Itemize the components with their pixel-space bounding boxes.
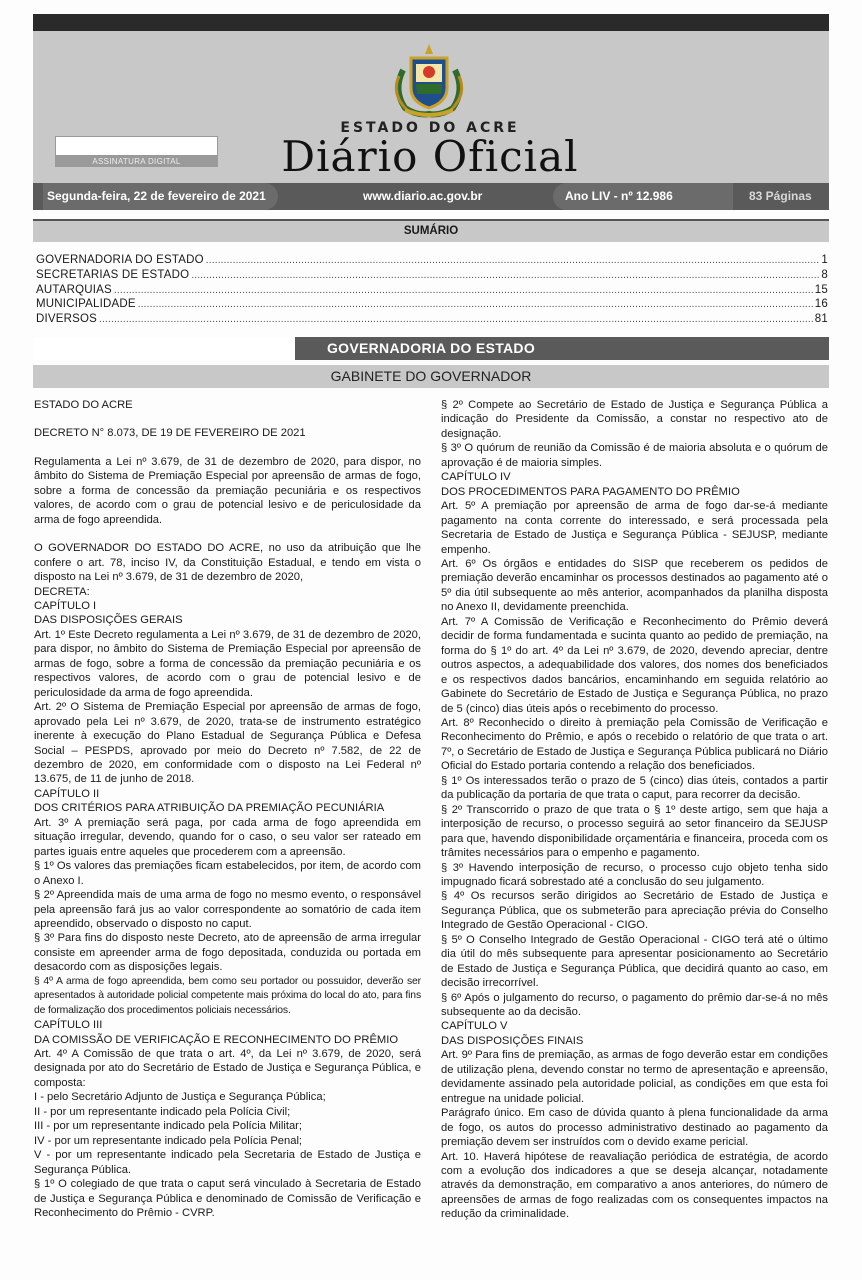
paragraph: Art. 9º Para fins de premiação, as armas de fogo deverão estar em condições de utilização plena, devendo constar no termo de apresentação e apreensão, devidamente assinado pela autoridade policial, as condições em que esta foi entregue na unidade policial.	[441, 1049, 828, 1105]
summary-item-label: DIVERSOS	[36, 313, 98, 326]
paragraph: III - por um representante indicado pela Polícia Militar;	[34, 1120, 303, 1133]
paragraph: V - por um representante indicado pela Secretaria de Estado de Justiça e Segurança Pública.	[34, 1149, 421, 1176]
paragraph: Art. 3º A premiação será paga, por cada arma de fogo apreendida em situação irregular, devendo, quando for o caso, o seu valor ser rateado em partes iguais entre aqueles que procederem com a apreensão.	[34, 816, 421, 858]
summary-item-label: GOVERNADORIA DO ESTADO	[36, 254, 204, 266]
summary-leader-dots	[191, 269, 819, 284]
paragraph: DAS DISPOSIÇÕES FINAIS	[441, 1034, 584, 1047]
paragraph: § 2º Apreendida mais de uma arma de fogo no mesmo evento, o responsável pela apreensão fará jus ao valor correspondente ao somatório de cada item apreendido, observado o disposto no caput.	[34, 889, 421, 930]
paragraph: § 2º Compete ao Secretário de Estado de Justiça e Segurança Pública a indicação do Presidente da Comissão, a constar no respectivo ato de designação.	[441, 399, 828, 440]
paragraph: I - pelo Secretário Adjunto de Justiça e Segurança Pública;	[34, 1091, 326, 1104]
summary-leader-dots	[206, 254, 820, 269]
paragraph-spacer	[34, 441, 421, 455]
section-heading	[33, 337, 829, 360]
paragraph: CAPÍTULO V	[441, 1020, 508, 1033]
state-coat-of-arms-icon	[383, 40, 475, 120]
paragraph: Art. 1º Este Decreto regulamenta a Lei nº 3.679, de 31 de dezembro de 2020, para dispor, no âmbito do Sistema de Premiação Especial por apreensão de armas de fogo, sobre a forma de concessão da premiação pecuniária e os respectivos valores, de acordo com o grau de potencial lesivo e de periculosidade da arma de fogo apreendida.	[34, 628, 421, 699]
paragraph-spacer	[34, 412, 421, 426]
summary-item[interactable]	[36, 312, 828, 327]
section-title: GOVERNADORIA DO ESTADO	[326, 340, 536, 356]
paragraph: § 1º Os valores das premiações ficam estabelecidos, por item, de acordo com o Anexo I.	[34, 860, 421, 887]
summary-item-label: AUTARQUIAS	[36, 283, 112, 296]
paragraph: Art. 10. Haverá hipótese de reavaliação periódica de estratégia, de acordo com a evolução dos indicadores a que se deseja alcançar, notadamente através da demonstração, em comparativo a anos anteriores, do número de apreensões de armas de fogo realizadas com os consequentes impactos na redução da criminalidade.	[441, 1150, 828, 1221]
paragraph: Parágrafo único. Em caso de dúvida quanto à plena funcionalidade da arma de fogo, os autos do processo administrativo destinado ao pagamento da premiação devem ser instruídos com o devido exame pericial.	[441, 1107, 828, 1149]
paragraph: § 1º O colegiado de que trata o caput será vinculado à Secretaria de Estado de Justiça e Segurança Pública e denominado de Comissão de Verificação e Reconhecimento do Prêmio - CVRP.	[34, 1178, 421, 1220]
paragraph: DECRETA:	[34, 585, 90, 598]
edition-number: Ano LIV - nº 12.986	[553, 183, 733, 210]
paragraph: DA COMISSÃO DE VERIFICAÇÃO E RECONHECIMENTO DO PRÊMIO	[34, 1033, 399, 1046]
state-name: ESTADO DO ACRE	[340, 120, 520, 136]
paragraph: ESTADO DO ACRE	[34, 399, 133, 411]
edition-info-bar	[33, 183, 829, 210]
paragraph: § 4º A arma de fogo apreendida, bem como seu portador ou possuidor, deverão ser apresentados à autoridade policial competente mais próxima do local do ato, para fins de formalização dos procedimentos policiais necessários.	[34, 975, 421, 1016]
summary-list	[36, 253, 828, 327]
summary-leader-dots	[138, 298, 813, 313]
paragraph: Art. 6º Os órgãos e entidades do SISP que receberem os pedidos de premiação deverão encaminhar os processos destinados ao pagamento até o 5º dia útil subsequente ao mês anterior, acompanhados da planilha disposta no Anexo II, devidamente preenchida.	[441, 557, 828, 614]
summary-item[interactable]	[36, 268, 828, 283]
paragraph: § 5º O Conselho Integrado de Gestão Operacional - CIGO terá até o último dia útil do mês subsequente para apresentar posicionamento ao Secretário de Estado de Justiça e Segurança Pública, que decidirá quanto ao caso, em decisão irrecorrível.	[441, 933, 828, 990]
paragraph: CAPÍTULO I	[34, 599, 97, 612]
summary-item[interactable]	[36, 253, 828, 268]
paragraph: DOS PROCEDIMENTOS PARA PAGAMENTO DO PRÊMIO	[441, 485, 740, 498]
paragraph: CAPÍTULO II	[34, 787, 100, 800]
paragraph: § 3º Para fins do disposto neste Decreto, ato de apreensão de arma irregular consiste em apreender arma de fogo depositada, conduzida ou portada em desacordo com as disposições legais.	[34, 932, 421, 974]
page-count: 83 Páginas	[749, 189, 812, 203]
paragraph: § 1º Os interessados terão o prazo de 5 (cinco) dias úteis, contados a partir da publicação da portaria de que trata o caput, para recorrer da decisão.	[441, 774, 828, 802]
summary-leader-dots	[99, 313, 813, 328]
paragraph: Art. 2º O Sistema de Premiação Especial por apreensão de armas de fogo, aprovado pela Lei nº 3.679, de 2020, trata-se de instrumento estratégico inerente à execução do Plano Estadual de Segurança Pública e Defesa Social – PESPDS, aprovado por meio do Decreto nº 7.582, de 22 de dezembro de 2020, em conformidade com o disposto na Lei Federal nº 13.675, de 11 de junho de 2018.	[34, 701, 421, 786]
subsection-heading: GABINETE DO GOVERNADOR	[33, 365, 829, 388]
signature-label: ASSINATURA DIGITAL	[55, 156, 218, 167]
summary-item-page: 1	[821, 254, 828, 266]
paragraph: Regulamenta a Lei nº 3.679, de 31 de dezembro de 2020, para dispor, no âmbito do Sistema de Premiação Especial por apreensão de armas de fogo, sobre a forma de concessão da premiação pecuniária e os respectivos valores, de acordo com o grau de potencial lesivo e de periculosidade da arma de fogo apreendida.	[34, 455, 421, 526]
paragraph: II - por um representante indicado pela Polícia Civil;	[34, 1105, 291, 1118]
paragraph: Art. 4º A Comissão de que trata o art. 4º, da Lei nº 3.679, de 2020, será designada por ato do Secretário de Estado de Justiça e Segurança Pública, e composta:	[34, 1048, 421, 1089]
paragraph: Art. 8º Reconhecido o direito à premiação pela Comissão de Verificação e Reconhecimento do Prêmio, e após o recebido o relatório de que trata o art. 7º, o Secretário de Estado de Justiça e Segurança Pública publicará no Diário Oficial do Estado portaria contendo a relação dos beneficiados.	[441, 716, 828, 773]
section-heading-notch	[33, 337, 298, 360]
paragraph: DAS DISPOSIÇÕES GERAIS	[34, 614, 183, 627]
summary-item[interactable]	[36, 297, 828, 312]
edition-date: Segunda-feira, 22 de fevereiro de 2021	[43, 183, 278, 210]
summary-item[interactable]	[36, 283, 828, 298]
gazette-title: Diário Oficial	[281, 132, 579, 181]
paragraph: CAPÍTULO III	[34, 1019, 103, 1032]
header-top-border	[33, 14, 829, 31]
paragraph: O GOVERNADOR DO ESTADO DO ACRE, no uso da atribuição que lhe confere o art. 78, inciso IV, da Constituição Estadual, e tendo em vista o disposto na Lei nº 3.679, de 31 de dezembro de 2020,	[34, 542, 421, 584]
summary-item-label: SECRETARIAS DE ESTADO	[36, 268, 190, 281]
paragraph: Art. 5º A premiação por apreensão de arma de fogo dar-se-á mediante pagamento na conta corrente do interessado, e será processada pela Secretaria de Estado de Justiça e Segurança Pública - SEJUSP, mediante empenho.	[441, 500, 828, 556]
paragraph: DECRETO N° 8.073, DE 19 DE FEVEREIRO DE 2021	[34, 427, 306, 440]
paragraph: IV - por um representante indicado pela Polícia Penal;	[34, 1134, 303, 1147]
paragraph-spacer	[34, 527, 421, 541]
summary-item-page: 81	[814, 313, 828, 326]
paragraph: § 3º O quórum de reunião da Comissão é de maioria absoluta e o quórum de aprovação é de maioria simples.	[441, 442, 828, 469]
right-text-column	[441, 398, 828, 1222]
summary-leader-dots	[114, 284, 813, 299]
paragraph: DOS CRITÉRIOS PARA ATRIBUIÇÃO DA PREMIAÇÃO PECUNIÁRIA	[34, 802, 385, 815]
summary-heading: SUMÁRIO	[33, 219, 829, 242]
website-link[interactable]: www.diario.ac.gov.br	[363, 189, 483, 203]
paragraph: § 6º Após o julgamento do recurso, o pagamento do prêmio dar-se-á no mês subsequente ao da decisão.	[441, 991, 828, 1019]
summary-item-page: 15	[814, 283, 828, 296]
paragraph: § 4º Os recursos serão dirigidos ao Secretário de Estado de Justiça e Segurança Pública, que os submeterão para apreciação prévia do Conselho Integrado de Gestão Operacional - CIGO.	[441, 890, 828, 932]
summary-item-page: 16	[814, 298, 828, 311]
summary-item-label: MUNICIPALIDADE	[36, 298, 136, 311]
summary-item-page: 8	[821, 268, 828, 281]
paragraph: Art. 7º A Comissão de Verificação e Reconhecimento do Prêmio deverá decidir de forma fundamentada e sucinta quanto ao pedido de premiação, na forma do § 1º do art. 4º da Lei nº 3.679, de 2020, devendo apreciar, dentre outros aspectos, a adequabilidade dos valores, dos nomes dos beneficiados e os respectivos dados bancários, encaminhando em seguida relatório ao Gabinete do Secretário de Estado de Justiça e Segurança Pública, no prazo de 5 (cinco) dias úteis após o recebimento do processo.	[441, 615, 828, 715]
left-text-column	[34, 398, 421, 1220]
signature-field	[55, 136, 218, 156]
paragraph: § 2º Transcorrido o prazo de que trata o § 1º deste artigo, sem que haja a interposição de recurso, o processo seguirá ao setor financeiro da SEJUSP para que, havendo disponibilidade orçamentária e financeira, proceda com os trâmites necessários para o empenho e pagamento.	[441, 803, 828, 860]
paragraph: § 3º Havendo interposição de recurso, o processo cujo objeto tenha sido impugnado ficará sobrestado até a conclusão do seu julgamento.	[441, 861, 828, 888]
paragraph: CAPÍTULO IV	[441, 471, 511, 484]
